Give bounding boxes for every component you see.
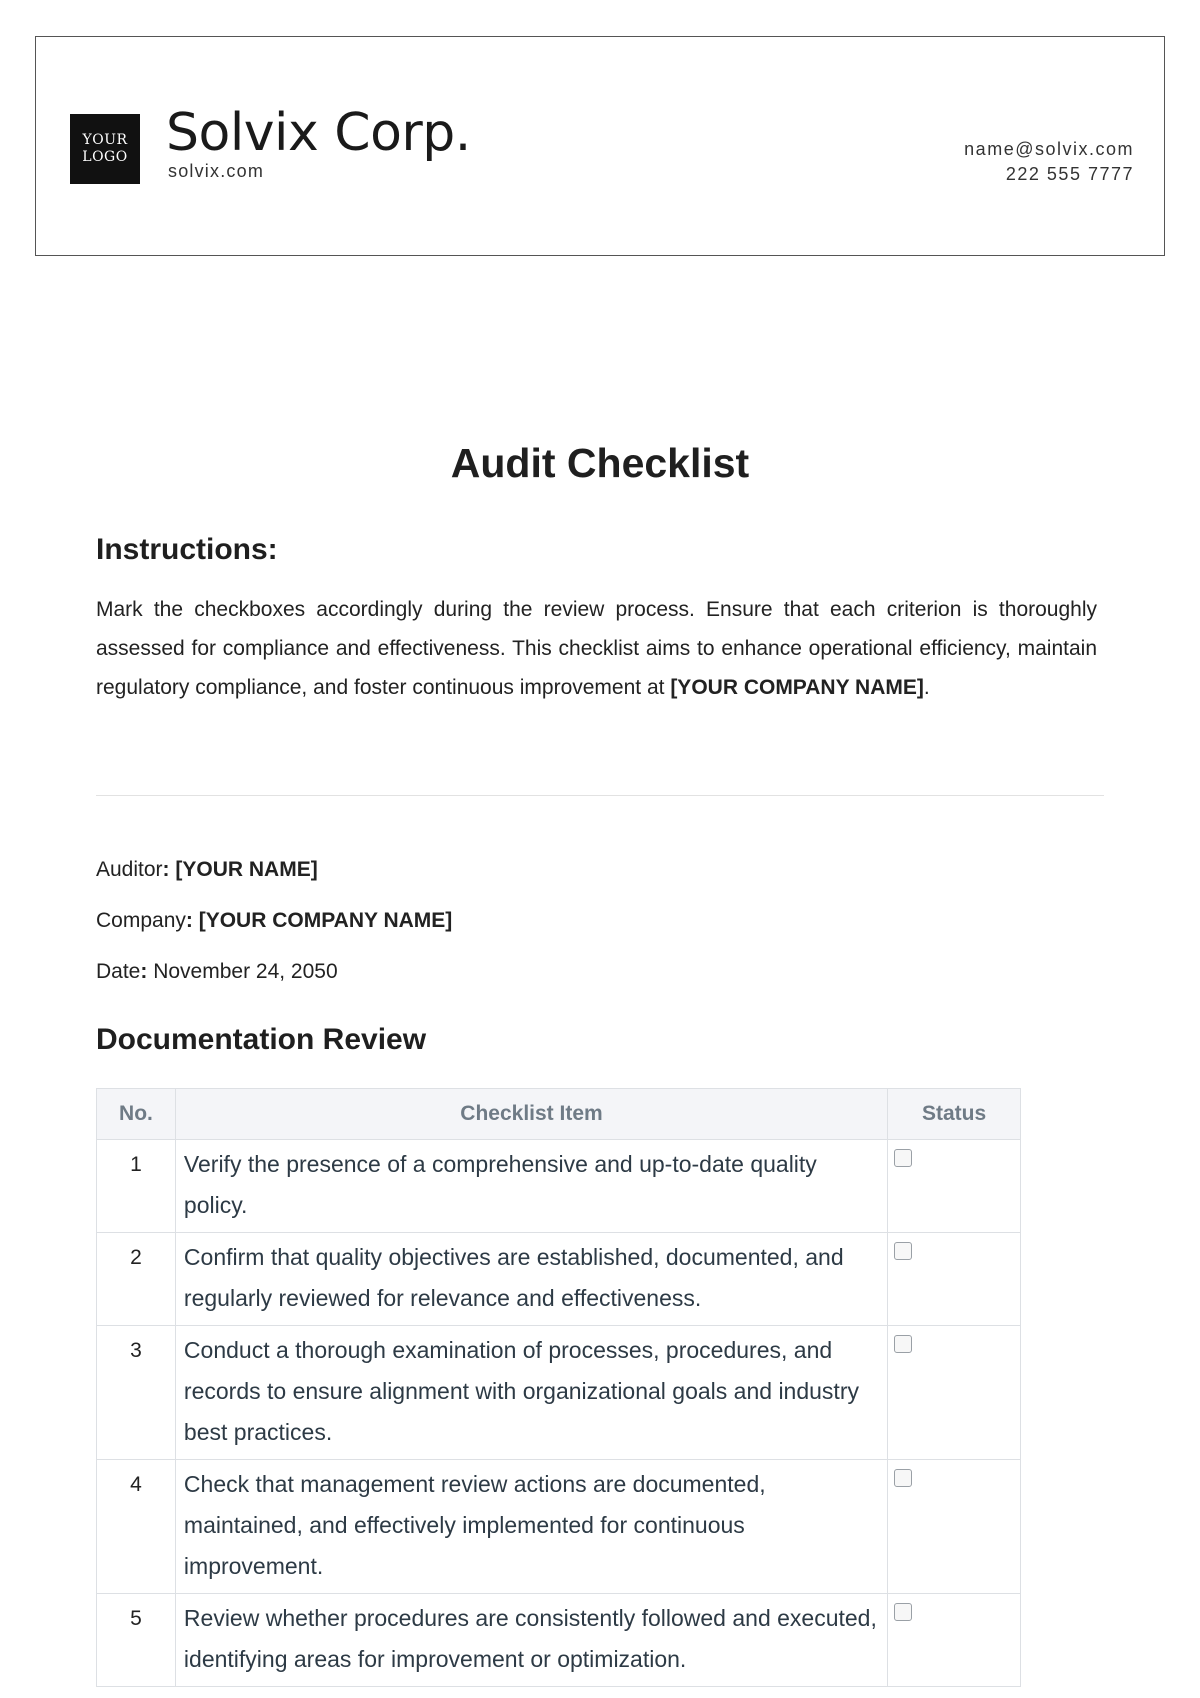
- status-cell: [888, 1460, 1021, 1594]
- checklist-item-text: Confirm that quality objectives are established, documented, and regularly reviewed for relevance and effectiveness.: [175, 1233, 887, 1326]
- auditor-value: [YOUR NAME]: [175, 858, 318, 881]
- contact-info: [964, 137, 1134, 187]
- column-header-status: Status: [888, 1089, 1021, 1140]
- section-divider: [96, 795, 1104, 796]
- status-checkbox[interactable]: [894, 1149, 912, 1167]
- status-checkbox[interactable]: [894, 1242, 912, 1260]
- checklist-table: [96, 1088, 1021, 1687]
- status-checkbox[interactable]: [894, 1469, 912, 1487]
- checklist-item-text: Review whether procedures are consistently followed and executed, identifying areas for improvement or optimization.: [175, 1594, 887, 1687]
- status-cell: [888, 1233, 1021, 1326]
- company-value: [YOUR COMPANY NAME]: [198, 909, 453, 932]
- auditor-line: Auditor: [YOUR NAME]: [96, 858, 318, 881]
- section-heading: Documentation Review: [96, 1023, 427, 1056]
- checklist-item-text: Check that management review actions are documented, maintained, and effectively implemented for continuous improvement.: [175, 1460, 887, 1594]
- checklist-item-text: Verify the presence of a comprehensive and up-to-date quality policy.: [175, 1140, 887, 1233]
- date-line: Date: November 24, 2050: [96, 960, 338, 983]
- contact-phone: 222 555 7777: [1005, 164, 1134, 184]
- instructions-text: Mark the checkboxes accordingly during the review process. Ensure that each criterion is thoroughly assessed for compliance and effectiveness. This checklist aims to enhance operational efficiency, maintain regulatory compliance, and foster continuous improvement at: [96, 598, 1097, 699]
- logo-line-2: LOGO: [82, 149, 128, 165]
- company-name: Solvix Corp.: [166, 103, 471, 163]
- row-number: 2: [97, 1233, 176, 1326]
- row-number: 1: [97, 1140, 176, 1233]
- date-value: November 24, 2050: [153, 960, 338, 983]
- column-header-item: Checklist Item: [175, 1089, 887, 1140]
- date-label: Date: [96, 960, 141, 983]
- row-number: 3: [97, 1326, 176, 1460]
- table-row: [97, 1594, 1021, 1687]
- table-row: [97, 1460, 1021, 1594]
- table-row: [97, 1326, 1021, 1460]
- status-checkbox[interactable]: [894, 1603, 912, 1621]
- logo-line-1: YOUR: [82, 132, 128, 148]
- letterhead: [35, 36, 1165, 256]
- company-logo: [70, 114, 140, 184]
- document-title: Audit Checklist: [450, 440, 750, 486]
- auditor-label: Auditor: [96, 858, 163, 881]
- status-cell: [888, 1594, 1021, 1687]
- column-header-no: No.: [97, 1089, 176, 1140]
- table-row: [97, 1140, 1021, 1233]
- table-row: [97, 1233, 1021, 1326]
- status-cell: [888, 1326, 1021, 1460]
- instructions-paragraph: [96, 590, 1097, 707]
- checklist-item-text: Conduct a thorough examination of processes, procedures, and records to ensure alignment with organizational goals and industry best practices.: [175, 1326, 887, 1460]
- contact-email[interactable]: name@solvix.com: [964, 139, 1134, 159]
- table-header-row: [97, 1089, 1021, 1140]
- status-cell: [888, 1140, 1021, 1233]
- instructions-company-placeholder: [YOUR COMPANY NAME]: [670, 676, 924, 699]
- company-label: Company: [96, 909, 186, 932]
- company-website[interactable]: solvix.com: [168, 161, 265, 181]
- status-checkbox[interactable]: [894, 1335, 912, 1353]
- instructions-end: .: [923, 676, 930, 699]
- row-number: 5: [97, 1594, 176, 1687]
- instructions-heading: Instructions:: [96, 533, 278, 566]
- row-number: 4: [97, 1460, 176, 1594]
- company-line: Company: [YOUR COMPANY NAME]: [96, 909, 453, 932]
